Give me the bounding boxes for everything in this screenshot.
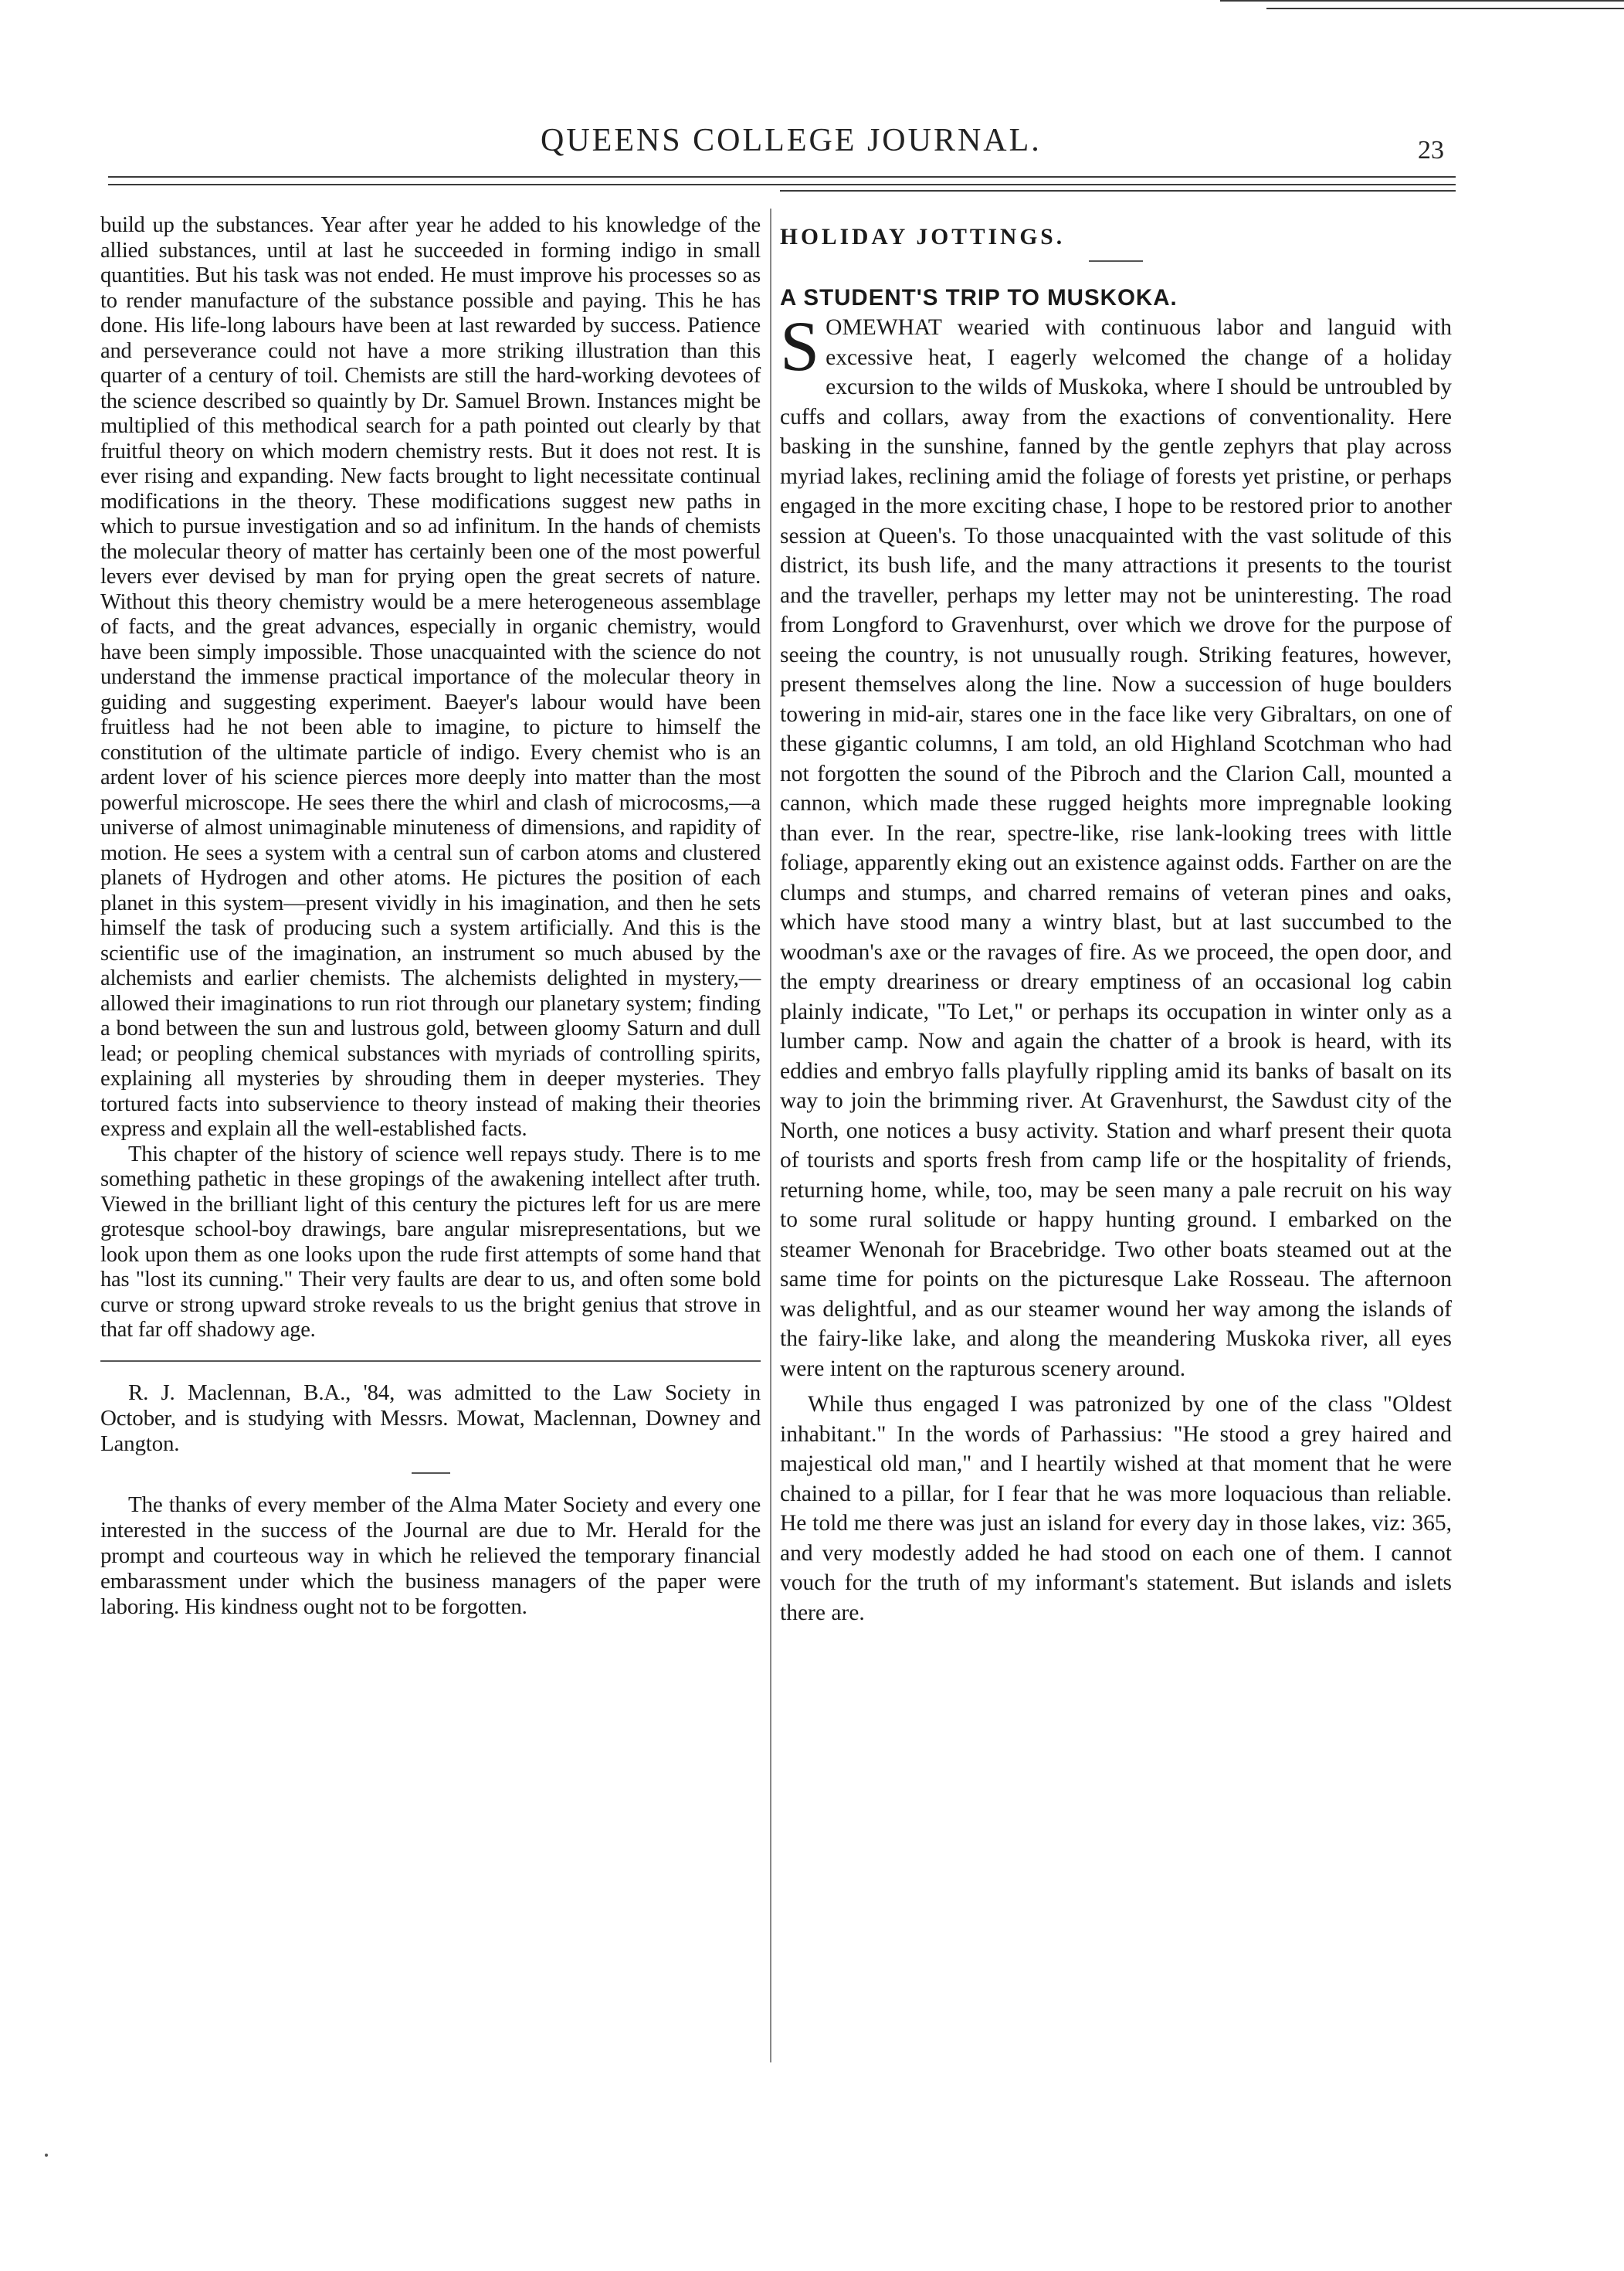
corner-rule-second	[1266, 8, 1624, 9]
thanks-note: The thanks of every member of the Alma Mater Society and every one interested in the success of the Journal are due to Mr. Herald for the prompt and courteous way in which he relieved the temporary financial embarassment under which the business managers of the paper were laboring. His kindness ought not to be forgotten.	[100, 1492, 761, 1619]
title-underline	[1089, 260, 1143, 262]
section-subtitle: A STUDENT'S TRIP TO MUSKOKA.	[780, 284, 1178, 311]
header-rule-1	[108, 176, 1456, 178]
right-column	[780, 222, 1452, 1628]
holiday-paragraph-1	[780, 307, 1452, 1383]
journal-title: QUEENS COLLEGE JOURNAL.	[541, 123, 1042, 158]
header-rule-3	[780, 190, 1456, 192]
article-closing-paragraph: This chapter of the history of science well repays study. There is to me something pathetic in these gropings of the awakening intellect after truth. Viewed in the brilliant light of this century the pictures left for us are mere grotesque school-boy drawings, bare angular misrepresentations, but we look upon them as one looks upon the rude first attempts of some hand that has "lost its cunning." Their very faults are dear to us, and often some bold curve or strong upward stroke reveals to us the bright genius that strove in that far off shadowy age.	[100, 1142, 761, 1342]
divider-rule	[100, 1360, 761, 1362]
holiday-paragraph-1-text: OMEWHAT wearied with continuous labor and languid with excessive heat, I eagerly welcomed the change of a holiday excursion to the wilds of Muskoka, where I should be untroubled by cuffs and collars, away from the exactions of conventionality. Here basking in the sunshine, fanned by the gentle zephyrs that play across myriad lakes, reclining amid the foliage of forests yet pristine, or perhaps engaged in the more exciting chase, I hope to be restored prior to another session at Queen's. To those unacquainted with the vast solitude of this district, its bush life, and the many attractions it presents to the tourist and the traveller, perhaps my letter may not be uninteresting. The road from Longford to Gravenhurst, over which we drove for the purpose of seeing the country, is not unusually rough. Striking features, however, present themselves along the line. Now a succession of huge boulders towering in mid-air, stares one in the face like very Gibraltars, on one of these gigantic columns, I am told, an old Highland Scotchman who had not forgotten the sound of the Pibroch and the Clarion Call, mounted a cannon, which made these rugged heights more impregnable looking than ever. In the rear, spectre-like, rise lank-looking trees with little foliage, apparently eking out an existence against odds. Farther on are the clumps and stumps, and charred remains of veteran pines and oaks, which have stood many a wintry blast, but at last succumbed to the woodman's axe or the ravages of fire. As we proceed, the open door, and the empty dreariness or dreary emptiness of an occasional log cabin plainly indicate, "To Let," or perhaps its occupation in winter only as a lumber camp. Now and again the chatter of a brook is heard, with its eddies and embryo falls playfully rippling amid its banks of basalt on its way to join the brimming river. At Gravenhurst, the Sawdust city of the North, one notices a busy activity. Station and wharf present their quota of tourists and sports fresh from camp life or the hospitality of friends, returning home, while, too, may be seen many a pale recruit on his way to some rural solitude or happy hunting ground. I embarked on the steamer Wenonah for Bracebridge. Two other boats steamed out at the same time for points on the picturesque Lake Rosseau. The afternoon was delightful, and as our steamer wound her way among the islands of the fairy-like lake, and along the meandering Muskoka river, all eyes were intent on the rapturous scenery around.	[780, 315, 1452, 1381]
article-continuation-text: build up the substances. Year after year he added to his knowledge of the allied substances, until at last he succeeded in forming indigo in small quantities. But his task was not ended. He must improve his processes so as to render manufacture of the substance possible and paying. This he has done. His life-long labours have been at last rewarded by success. Patience and perseverance could not have a more striking illustration than this quarter of a century of toil. Chemists are still the hard-working devotees of the science described so quaintly by Dr. Samuel Brown. Instances might be multiplied of this methodical search for a path pointed out clearly by that fruitful theory on which modern chemistry rests. But it does not rest. It is ever rising and expanding. New facts brought to light necessitate continual modifications in the theory. These modifications suggest new paths in which to pursue investigation and so ad infinitum. In the hands of chemists the molecular theory of matter has certainly been one of the most powerful levers ever devised by man for prying open the great secrets of nature. Without this theory chemistry would be a mere heterogeneous assemblage of facts, and the great advances, especially in organic chemistry, would have been simply impossible. Those unacquainted with the science do not understand the immense practical importance of the molecular theory in guiding and suggesting experiment. Baeyer's labour would have been fruitless had he not been able to imagine, to picture to himself the constitution of the ultimate particle of indigo. Every chemist who is an ardent lover of his science pierces more deeply into matter than the most powerful microscope. He sees there the whirl and clash of microcosms,—a universe of almost unimaginable minuteness of dimensions, and rapidity of motion. He sees a system with a central sun of carbon atoms and clustered planets of Hydrogen and other atoms. He pictures the position of each planet in this system—present vividly in his imagination, and then he sets himself the task of producing such a system artificially. And this is the scientific use of the imagination, an instrument so much abused by the alchemists and earlier chemists. The alchemists delighted in mystery,—allowed their imaginations to run riot through our planetary system; finding a bond between the sun and lustrous gold, between gloomy Saturn and dull lead; or peopling chemical substances with myriads of controlling spirits, explaining all mysteries by shrouding them in deeper mysteries. They tortured facts into subservience to theory instead of making their theories express and explain all the well-established facts.	[100, 213, 761, 1141]
section-title: HOLIDAY JOTTINGS.	[780, 225, 1066, 250]
page-number: 23	[1418, 136, 1444, 165]
maclennan-note: R. J. Maclennan, B.A., '84, was admitted to the Law Society in October, and is studying with Messrs. Mowat, Maclennan, Downey and Langton.	[100, 1380, 761, 1456]
header-rule-2	[108, 184, 1456, 185]
holiday-paragraph-2: While thus engaged I was patronized by one of the class "Oldest inhabitant." In the words of Parhassius: "He stood a grey haired and majestical old man," and I heartily wished at that moment that he were chained to a pillar, for I fear that he was more loquacious than reliable. He told me there was just an island for every day in those lakes, viz: 365, and very modestly added he had stood on each one of them. I cannot vouch for the truth of my informant's statement. But islands and islets there are.	[780, 1392, 1452, 1625]
drop-cap: S	[780, 307, 820, 385]
short-divider	[412, 1472, 450, 1474]
column-divider	[770, 209, 771, 2062]
corner-rule-top	[1220, 0, 1624, 2]
left-column	[100, 213, 761, 1620]
margin-mark	[45, 2154, 48, 2157]
running-header	[0, 116, 1624, 178]
